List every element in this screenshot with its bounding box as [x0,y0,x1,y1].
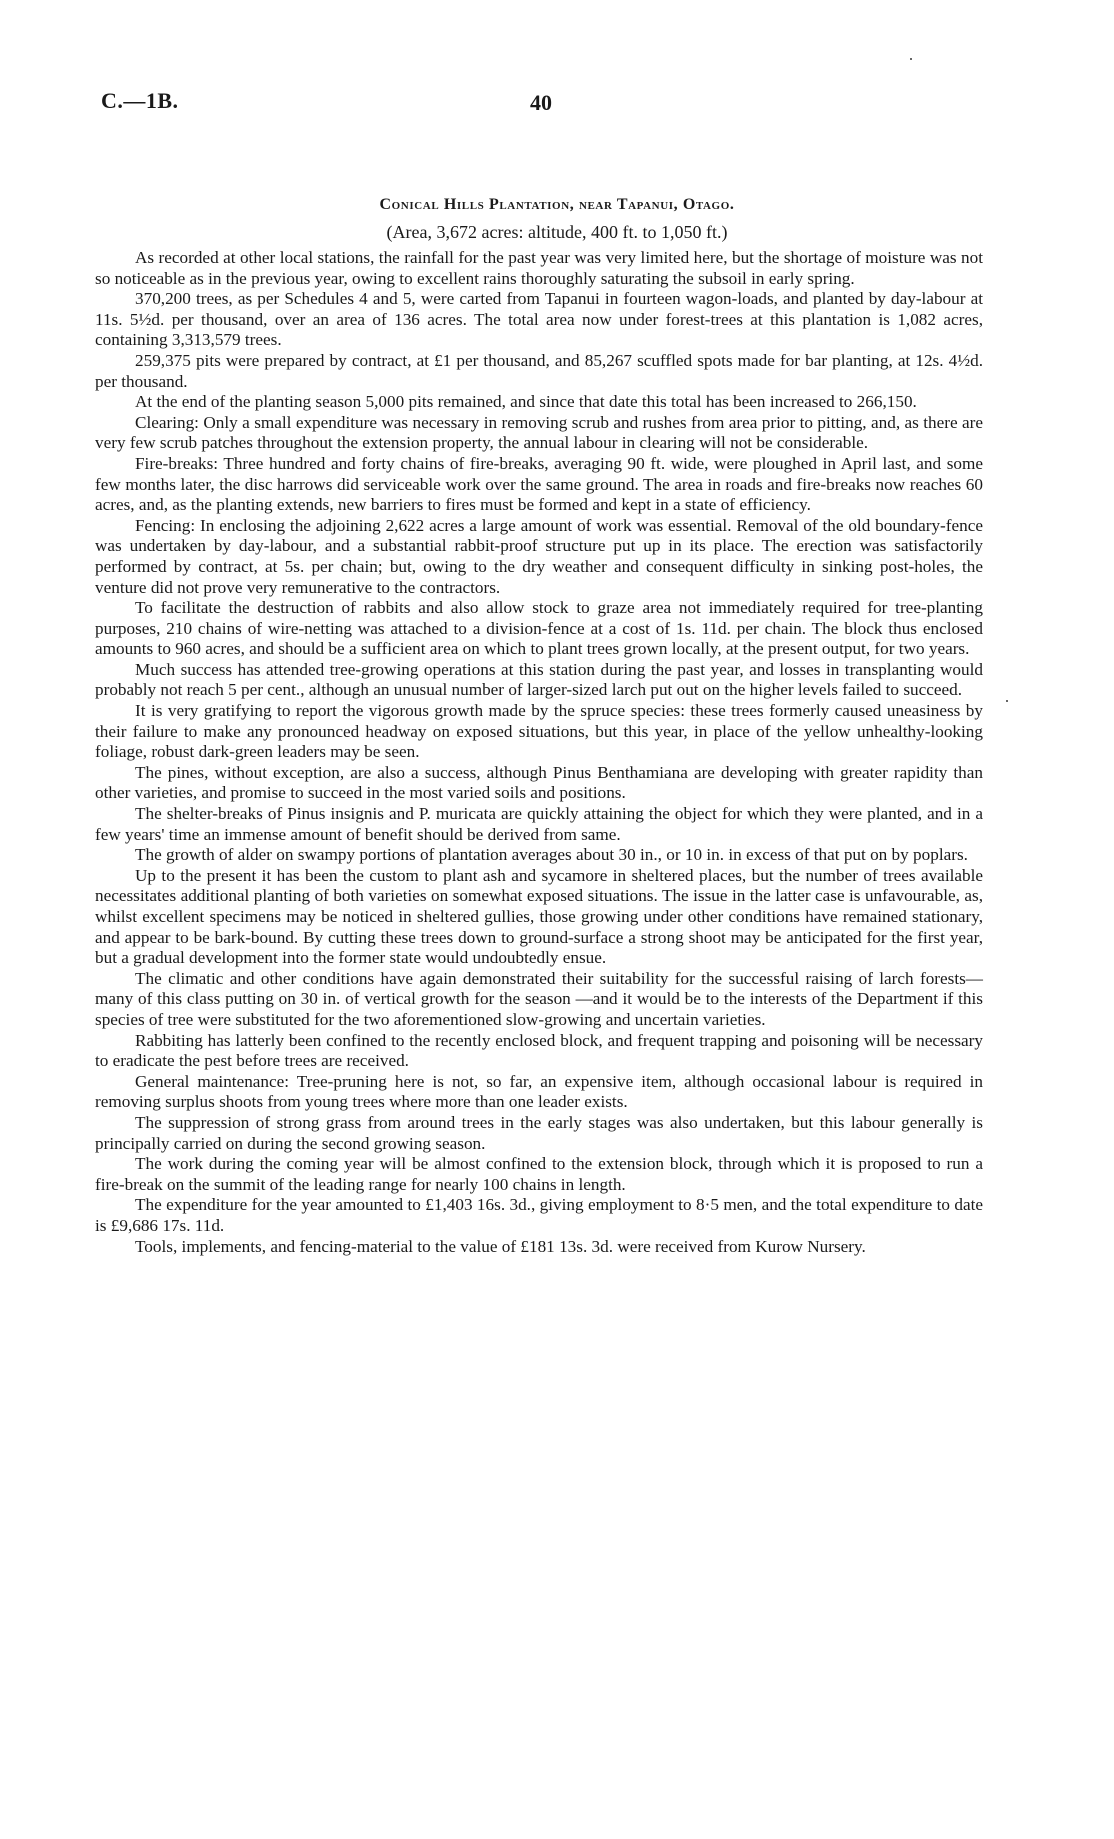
paragraph: To facilitate the destruction of rabbits and also allow stock to graze area not immediately required for tree-planting purposes, 210 chains of wire-netting was attached to a division-fence at a cost of 1s. 11d. per chain. The block thus enclosed amounts to 960 acres, and should be a sufficient area on which to plant trees grown locally, at the present output, for two years. [95,598,983,659]
paragraph: The climatic and other conditions have again demonstrated their suitability for the successful raising of larch forests—many of this class putting on 30 in. of vertical growth for the season —and it would be to the interests of the Department if this species of tree were substituted for the two aforementioned slow-growing and uncertain varieties. [95,968,983,1029]
paragraph: As recorded at other local stations, the rainfall for the past year was very limited here, but the shortage of moisture was not so noticeable as in the previous year, owing to excellent rains thoroughly saturating the subsoil in early spring. [95,248,983,288]
paragraph: The suppression of strong grass from around trees in the early stages was also undertaken, but this labour generally is principally carried on during the second growing season. [95,1112,983,1153]
paragraph: At the end of the planting season 5,000 pits remained, and since that date this total has been increased to 266,150. [135,392,917,412]
paragraph: Fencing: In enclosing the adjoining 2,622 acres a large amount of work was essential. Removal of the old boundary-fence was undertaken by day-labour, and a substantial rabbit-proof structure put up in its place. The erection was satisfactorily performed by contract, at 5s. per chain; but, owing to the dry weather and consequent difficulty in sinking post-holes, the venture did not prove very remunerative to the contractors. [95,515,983,597]
scan-speck [910,58,912,60]
paragraph: Rabbiting has latterly been confined to the recently enclosed block, and frequent trapping and poisoning will be necessary to eradicate the pest before trees are received. [95,1030,983,1071]
paragraph: Much success has attended tree-growing operations at this station during the past year, and losses in transplanting would probably not reach 5 per cent., although an unusual number of larger-sized larch put out on the higher levels failed to succeed. [95,659,983,700]
body-text [95,248,983,1257]
paragraph: Clearing: Only a small expenditure was necessary in removing scrub and rushes from area prior to pitting, and, as there are very few scrub patches throughout the extension property, the annual labour in clearing will not be considerable. [95,412,983,453]
paragraph: The pines, without exception, are also a success, although Pinus Benthamiana are developing with greater rapidity than other varieties, and promise to succeed in the most varied soils and positions. [95,762,983,803]
paragraph: Up to the present it has been the custom to plant ash and sycamore in sheltered places, but the number of trees available necessitates additional planting of both varieties on somewhat exposed situations. The issue in the latter case is unfavourable, as, whilst excellent specimens may be noticed in sheltered gullies, those growing under other conditions have remained stationary, and appear to be bark-bound. By cutting these trees down to ground-surface a strong shoot may be anticipated for the first year, but a gradual development into the former state would undoubtedly ensue. [95,865,983,968]
section-title: Conical Hills Plantation, near Tapanui, Otago. [379,196,735,213]
paragraph: General maintenance: Tree-pruning here is not, so far, an expensive item, although occasional labour is required in removing surplus shoots from young trees where more than one leader exists. [95,1071,983,1112]
section-subtitle: (Area, 3,672 acres: altitude, 400 ft. to 1,050 ft.) [386,222,728,242]
paragraph: 259,375 pits were prepared by contract, at £1 per thousand, and 85,267 scuffled spots made for bar planting, at 12s. 4½d. per thousand. [95,350,983,391]
document-reference: C.—1B. [101,88,179,113]
paragraph: It is very gratifying to report the vigorous growth made by the spruce species: these trees formerly caused uneasiness by their failure to make any pronounced headway on exposed situations, but this year, in place of the yellow unhealthy-looking foliage, robust dark-green leaders may be seen. [95,701,983,762]
paragraph: The growth of alder on swampy portions of plantation averages about 30 in., or 10 in. in excess of that put on by poplars. [135,845,968,865]
paragraph: The shelter-breaks of Pinus insignis and P. muricata are quickly attaining the object for which they were planted, and in a few years' time an immense amount of benefit should be derived from same. [95,804,983,844]
page-number: 40 [530,90,552,115]
paragraph: The work during the coming year will be almost confined to the extension block, through which it is proposed to run a fire-break on the summit of the leading range for nearly 100 chains in length. [95,1154,983,1194]
paragraph: 370,200 trees, as per Schedules 4 and 5, were carted from Tapanui in fourteen wagon-loads, and planted by day-labour at 11s. 5½d. per thousand, over an area of 136 acres. The total area now under forest-trees at this plantation is 1,082 acres, containing 3,313,579 trees. [95,289,983,350]
paragraph: The expenditure for the year amounted to £1,403 16s. 3d., giving employment to 8·5 men, and the total expenditure to date is £9,686 17s. 11d. [95,1195,983,1235]
paragraph: Fire-breaks: Three hundred and forty chains of fire-breaks, averaging 90 ft. wide, were ploughed in April last, and some few months later, the disc harrows did serviceable work over the same ground. The area in roads and fire-breaks now reaches 60 acres, and, as the planting extends, new barriers to fires must be formed and kept in a state of efficiency. [95,453,983,515]
scan-speck [1006,700,1008,702]
paragraph: Tools, implements, and fencing-material to the value of £181 13s. 3d. were received from Kurow Nursery. [135,1236,866,1256]
